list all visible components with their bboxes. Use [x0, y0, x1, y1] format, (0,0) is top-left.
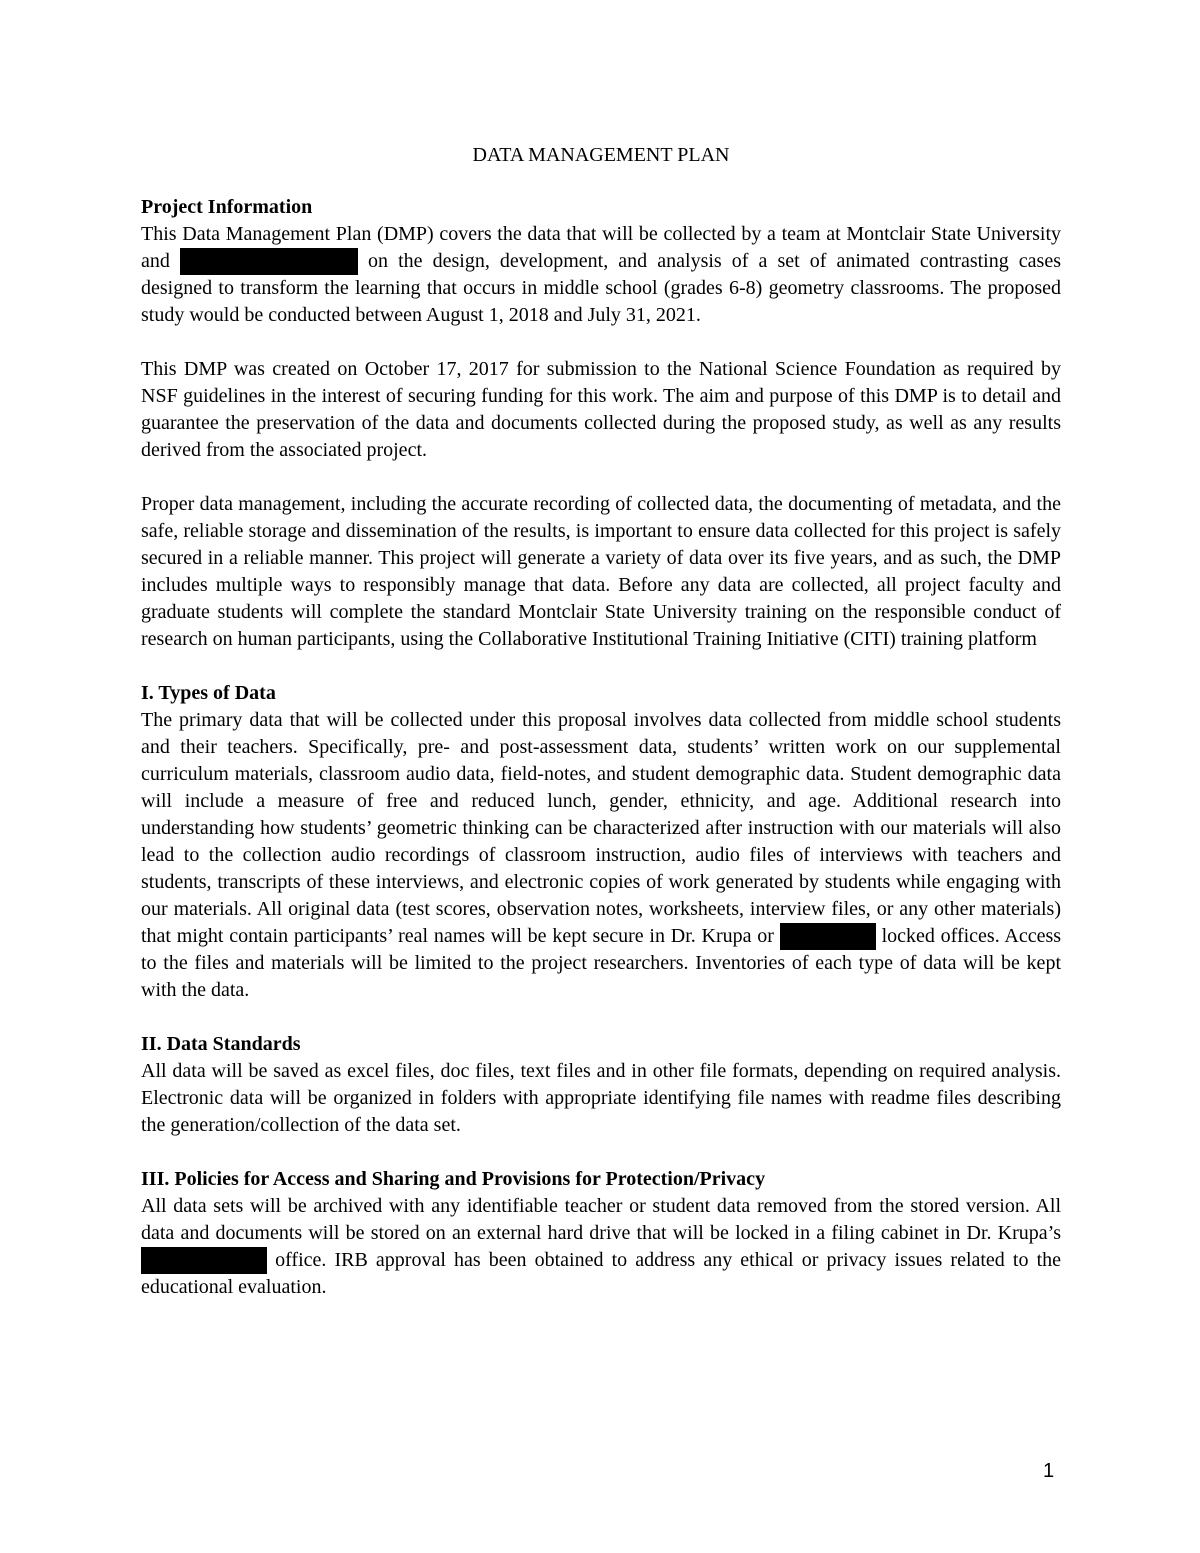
text-segment: locked offices. Access to the files and materials will be limited to the project researchers. Inventories of each type of data will be kept with the data. [141, 925, 1062, 1001]
text-segment: This Data Management Plan (DMP) covers the data that will be collected by a team at Montclair State University and [141, 223, 1061, 272]
redaction-block [780, 923, 876, 950]
paragraph-project-info-3: Proper data management, including the accurate recording of collected data, the documenting of metadata, and the safe, reliable storage and dissemination of the results, is important to ensure data collected for this project is safely secured in a reliable manner. This project will generate a variety of data over its five years, and as such, the DMP includes multiple ways to responsibly manage that data. Before any data are collected, all project faculty and graduate students will complete the standard Montclair State University training on the responsible conduct of research on human participants, using the Collaborative Institutional Training Initiative (CITI) training platform [141, 493, 1061, 650]
text-segment: The primary data that will be collected under this proposal involves data collected from middle school students and their teachers. Specifically, pre- and post-assessment data, students’ written work on our supplemental curriculum materials, classroom audio data, field-notes, and student demographic data. Student demographic data will include a measure of free and reduced lunch, gender, ethnicity, and age. Additional research into understanding how students’ geometric thinking can be characterized after instruction with our materials will also lead to the collection audio recordings of classroom instruction, audio files of interviews with teachers and students, transcripts of these interviews, and electronic copies of work generated by students while engaging with our materials. All original data (test scores, observation notes, worksheets, interview files, or any other materials) that might contain participants’ real names will be kept secure in Dr. Krupa or [141, 709, 1061, 947]
paragraph-data-standards: All data will be saved as excel files, doc files, text files and in other file formats, depending on required analysis. Electronic data will be organized in folders with appropriate identifying file names with readme files describing the generation/collection of the data set. [141, 1060, 1061, 1136]
text-segment: on the design, development, and analysis of a set of animated contrasting cases designed to transform the learning that occurs in middle school (grades 6-8) geometry classrooms. The proposed study would be conducted between August 1, 2018 and July 31, 2021. [141, 250, 1061, 326]
document-title: DATA MANAGEMENT PLAN [472, 144, 730, 166]
heading-project-information: Project Information [141, 196, 313, 218]
page-number: 1 [1043, 1460, 1055, 1482]
document-body [141, 140, 1061, 1301]
redaction-block [141, 1247, 267, 1274]
heading-types-of-data: I. Types of Data [141, 682, 276, 704]
heading-policies: III. Policies for Access and Sharing and Provisions for Protection/Privacy [141, 1168, 766, 1190]
paragraph-project-info-1 [141, 221, 1061, 329]
paragraph-types-of-data [141, 707, 1061, 1004]
paragraph-project-info-2: This DMP was created on October 17, 2017 for submission to the National Science Foundation as required by NSF guidelines in the interest of securing funding for this work. The aim and purpose of this DMP is to detail and guarantee the preservation of the data and documents collected during the proposed study, as well as any results derived from the associated project. [141, 358, 1061, 461]
text-segment: office. IRB approval has been obtained to address any ethical or privacy issues related to the educational evaluation. [141, 1249, 1062, 1298]
redaction-block [180, 248, 358, 275]
heading-data-standards: II. Data Standards [141, 1033, 301, 1055]
paragraph-policies [141, 1193, 1061, 1301]
text-segment: All data sets will be archived with any identifiable teacher or student data removed from the stored version. All data and documents will be stored on an external hard drive that will be locked in a filing cabinet in Dr. Krupa’s [141, 1195, 1061, 1244]
